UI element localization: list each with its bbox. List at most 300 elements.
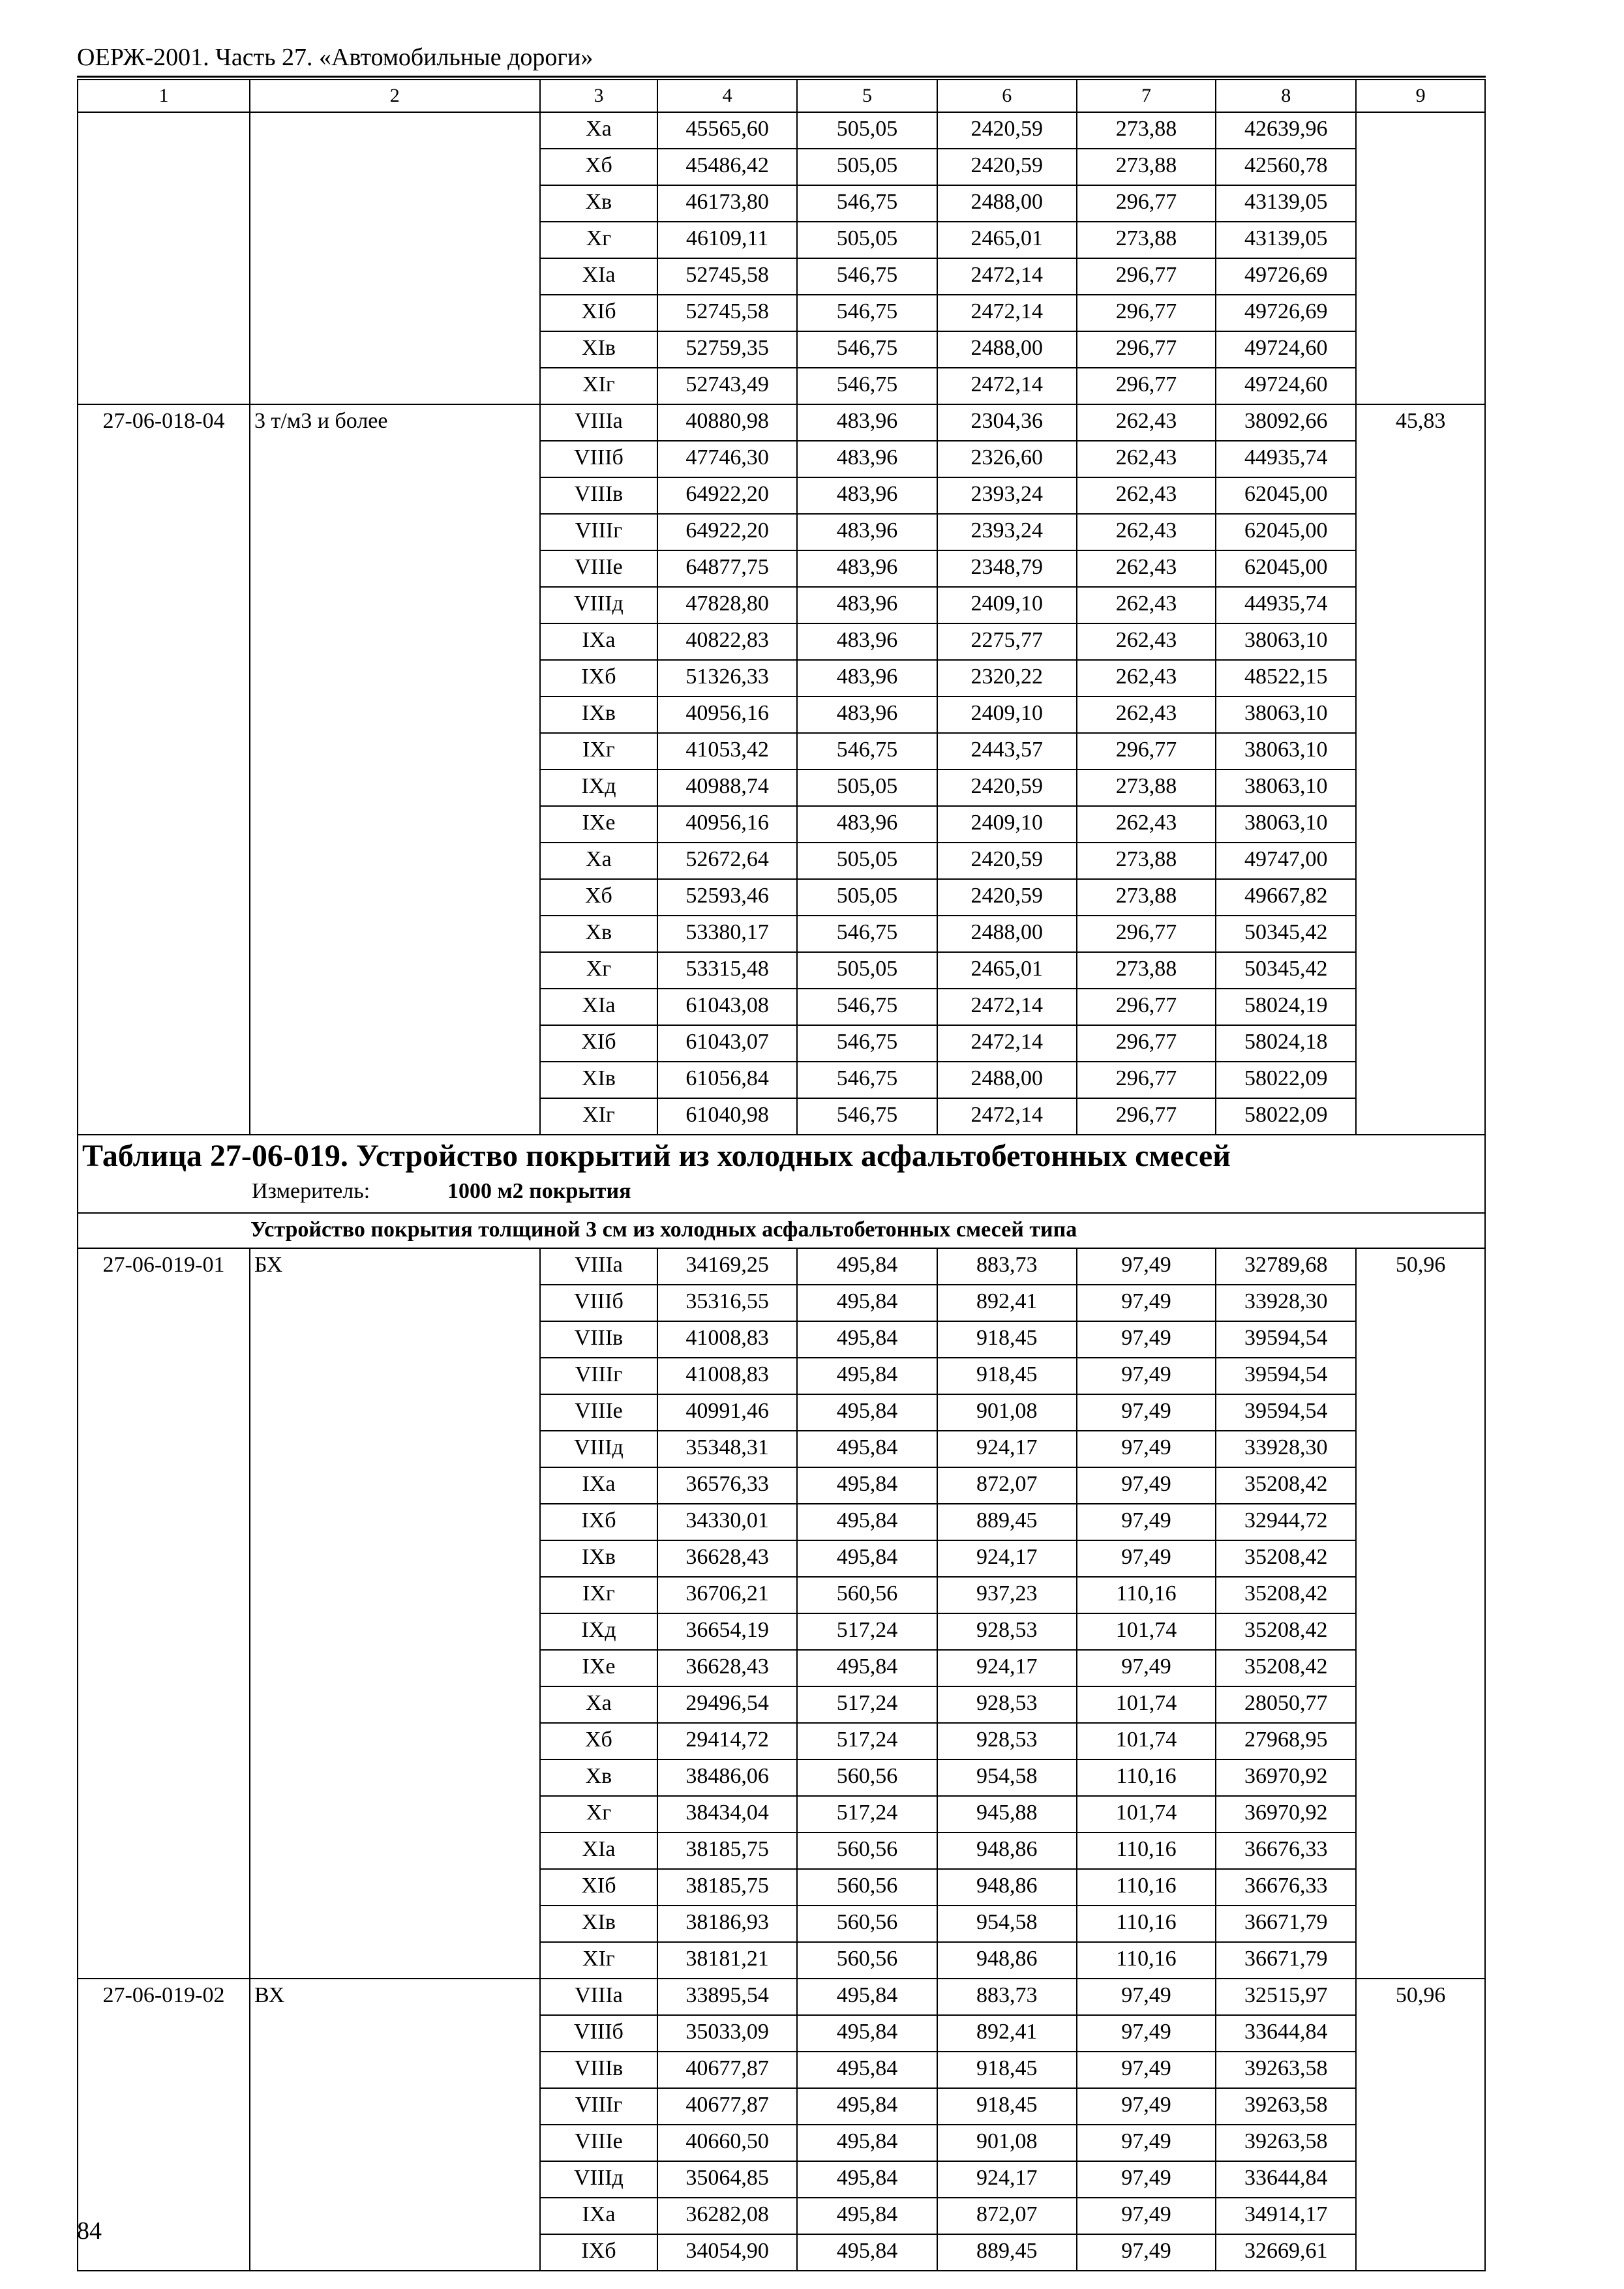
row-value: 40677,87 [657,2088,797,2125]
row-last-value [1356,770,1485,806]
measure-value: 1000 м2 покрытия [447,1179,631,1203]
row-value: 52593,46 [657,879,797,916]
row-code [78,1686,250,1723]
row-code [78,733,250,770]
row-name [250,1759,540,1796]
row-value: 483,96 [797,660,937,696]
row-value: 495,84 [797,1431,937,1467]
row-value: 2393,24 [937,514,1077,550]
row-value: 97,49 [1077,1285,1216,1321]
row-zone: VIIIг [540,1358,658,1394]
row-value: 36576,33 [657,1467,797,1504]
row-value: 97,49 [1077,1248,1216,1285]
table-row [78,368,1485,404]
row-zone: VIIIа [540,1248,658,1285]
row-value: 36628,43 [657,1650,797,1686]
row-value: 546,75 [797,989,937,1025]
row-code [78,2015,250,2052]
row-name [250,696,540,733]
row-name: БХ [250,1248,540,1285]
row-zone: VIIIб [540,2015,658,2052]
column-number: 6 [937,80,1077,112]
row-code [78,2161,250,2198]
row-value: 41008,83 [657,1321,797,1358]
row-value: 36970,92 [1216,1796,1356,1833]
row-value: 38181,21 [657,1942,797,1979]
row-code [78,1650,250,1686]
row-zone: IXб [540,660,658,696]
measure-line [82,1177,1481,1206]
row-zone: IXд [540,770,658,806]
row-value: 483,96 [797,696,937,733]
row-value: 38063,10 [1216,806,1356,843]
row-value: 62045,00 [1216,550,1356,587]
row-last-value [1356,295,1485,331]
row-name [250,222,540,258]
row-value: 2409,10 [937,696,1077,733]
row-value: 924,17 [937,2161,1077,2198]
row-value: 53315,48 [657,952,797,989]
row-zone: IXг [540,733,658,770]
row-last-value [1356,843,1485,879]
row-zone: XIб [540,295,658,331]
row-code [78,843,250,879]
row-last-value [1356,1906,1485,1942]
row-value: 36676,33 [1216,1869,1356,1906]
row-code [78,2052,250,2088]
row-zone: IXе [540,806,658,843]
row-last-value [1356,441,1485,477]
row-value: 483,96 [797,587,937,623]
row-last-value [1356,952,1485,989]
row-name [250,1613,540,1650]
row-code [78,331,250,368]
row-value: 45565,60 [657,112,797,149]
row-value: 97,49 [1077,2088,1216,2125]
row-value: 2275,77 [937,623,1077,660]
row-last-value [1356,733,1485,770]
row-value: 560,56 [797,1833,937,1869]
row-last-value [1356,514,1485,550]
row-zone: Xб [540,879,658,916]
row-value: 47746,30 [657,441,797,477]
row-value: 495,84 [797,2198,937,2234]
row-value: 2420,59 [937,843,1077,879]
row-value: 262,43 [1077,477,1216,514]
row-zone: XIа [540,989,658,1025]
row-value: 43139,05 [1216,185,1356,222]
row-value: 2472,14 [937,1098,1077,1135]
row-name [250,1833,540,1869]
row-zone: IXе [540,1650,658,1686]
row-value: 2393,24 [937,477,1077,514]
row-code [78,2088,250,2125]
row-name [250,149,540,185]
row-value: 546,75 [797,258,937,295]
table-row [78,222,1485,258]
row-value: 273,88 [1077,879,1216,916]
row-value: 32944,72 [1216,1504,1356,1540]
row-zone: IXб [540,2234,658,2271]
table-row [78,1540,1485,1577]
row-value: 924,17 [937,1650,1077,1686]
row-name [250,2234,540,2271]
row-last-value [1356,696,1485,733]
table-row [78,1062,1485,1098]
row-value: 918,45 [937,1321,1077,1358]
row-value: 64922,20 [657,514,797,550]
table-row [78,1577,1485,1613]
row-value: 43139,05 [1216,222,1356,258]
row-value: 505,05 [797,149,937,185]
row-name [250,185,540,222]
table-row [78,843,1485,879]
page-number: 84 [77,2217,102,2245]
row-code [78,806,250,843]
row-value: 46173,80 [657,185,797,222]
row-code [78,1098,250,1135]
row-value: 97,49 [1077,2198,1216,2234]
row-value: 262,43 [1077,404,1216,441]
row-name [250,514,540,550]
row-last-value [1356,989,1485,1025]
table-row [78,2234,1485,2271]
row-value: 495,84 [797,2088,937,2125]
row-value: 2488,00 [937,916,1077,952]
row-zone: IXа [540,623,658,660]
row-value: 52745,58 [657,295,797,331]
row-value: 495,84 [797,1394,937,1431]
row-name [250,2015,540,2052]
table-row [78,514,1485,550]
row-code [78,1467,250,1504]
row-value: 296,77 [1077,368,1216,404]
row-value: 58024,19 [1216,989,1356,1025]
row-value: 52743,49 [657,368,797,404]
row-value: 560,56 [797,1906,937,1942]
row-value: 517,24 [797,1686,937,1723]
row-value: 38186,93 [657,1906,797,1942]
row-name: ВХ [250,1979,540,2015]
row-zone: Xг [540,222,658,258]
row-code [78,770,250,806]
row-last-value [1356,2088,1485,2125]
row-value: 58024,18 [1216,1025,1356,1062]
row-zone: VIIIг [540,2088,658,2125]
row-value: 495,84 [797,1321,937,1358]
row-last-value [1356,550,1485,587]
row-value: 296,77 [1077,733,1216,770]
row-value: 64922,20 [657,477,797,514]
table-row [78,733,1485,770]
row-zone: VIIIв [540,2052,658,2088]
row-name [250,843,540,879]
row-value: 273,88 [1077,149,1216,185]
row-value: 2465,01 [937,222,1077,258]
row-zone: XIа [540,1833,658,1869]
table-row [78,404,1485,441]
table-row [78,1394,1485,1431]
table-row [78,1358,1485,1394]
row-name [250,441,540,477]
row-value: 58022,09 [1216,1062,1356,1098]
table-row [78,989,1485,1025]
table-row [78,2015,1485,2052]
measure-label: Измеритель: [252,1179,370,1203]
table-row [78,149,1485,185]
table-row [78,623,1485,660]
row-value: 110,16 [1077,1833,1216,1869]
row-value: 97,49 [1077,2125,1216,2161]
row-value: 49724,60 [1216,331,1356,368]
row-value: 495,84 [797,1540,937,1577]
row-name [250,295,540,331]
table-row [78,1796,1485,1833]
row-value: 33644,84 [1216,2161,1356,2198]
row-value: 505,05 [797,222,937,258]
row-zone: VIIIд [540,1431,658,1467]
row-value: 38063,10 [1216,696,1356,733]
row-value: 2472,14 [937,368,1077,404]
row-last-value [1356,1723,1485,1759]
row-value: 49724,60 [1216,368,1356,404]
row-value: 2326,60 [937,441,1077,477]
table-row [78,1723,1485,1759]
row-value: 38434,04 [657,1796,797,1833]
row-last-value [1356,2052,1485,2088]
row-name [250,1504,540,1540]
row-last-value [1356,1358,1485,1394]
row-name [250,331,540,368]
header-rule-thick [77,76,1486,78]
row-value: 296,77 [1077,916,1216,952]
row-value: 40956,16 [657,806,797,843]
table-row [78,696,1485,733]
row-value: 296,77 [1077,331,1216,368]
row-zone: VIIIг [540,514,658,550]
row-code [78,1431,250,1467]
row-value: 937,23 [937,1577,1077,1613]
row-value: 44935,74 [1216,587,1356,623]
row-value: 36654,19 [657,1613,797,1650]
row-name [250,733,540,770]
row-value: 546,75 [797,733,937,770]
row-value: 34330,01 [657,1504,797,1540]
row-name [250,1942,540,1979]
row-value: 52745,58 [657,258,797,295]
row-last-value: 50,96 [1356,1248,1485,1285]
row-value: 35033,09 [657,2015,797,2052]
row-value: 954,58 [937,1759,1077,1796]
row-last-value [1356,2125,1485,2161]
page-header [77,40,1486,74]
row-value: 262,43 [1077,696,1216,733]
row-value: 50345,42 [1216,952,1356,989]
row-value: 2320,22 [937,660,1077,696]
row-name [250,1025,540,1062]
row-value: 35064,85 [657,2161,797,2198]
row-value: 97,49 [1077,2052,1216,2088]
row-name [250,2052,540,2088]
row-value: 38063,10 [1216,623,1356,660]
row-value: 97,49 [1077,1504,1216,1540]
row-value: 560,56 [797,1869,937,1906]
row-last-value [1356,1467,1485,1504]
row-code [78,295,250,331]
row-zone: Xв [540,1759,658,1796]
row-value: 61040,98 [657,1098,797,1135]
row-zone: XIв [540,1062,658,1098]
row-value: 262,43 [1077,514,1216,550]
row-value: 296,77 [1077,1062,1216,1098]
row-code [78,477,250,514]
row-value: 40988,74 [657,770,797,806]
row-last-value [1356,1577,1485,1613]
row-last-value [1356,1062,1485,1098]
row-name [250,1650,540,1686]
row-code [78,916,250,952]
row-value: 2420,59 [937,149,1077,185]
row-value: 52759,35 [657,331,797,368]
row-code [78,1504,250,1540]
row-code [78,623,250,660]
row-name [250,2198,540,2234]
row-code [78,1577,250,1613]
row-zone: IXв [540,696,658,733]
row-value: 495,84 [797,1504,937,1540]
row-value: 36628,43 [657,1540,797,1577]
row-value: 97,49 [1077,1540,1216,1577]
row-name [250,1723,540,1759]
table-row [78,2088,1485,2125]
table-row [78,112,1485,149]
row-zone: VIIIд [540,2161,658,2198]
row-last-value [1356,1796,1485,1833]
row-name [250,477,540,514]
row-value: 2304,36 [937,404,1077,441]
row-value: 97,49 [1077,1979,1216,2015]
row-value: 58022,09 [1216,1098,1356,1135]
row-code [78,1796,250,1833]
row-value: 39594,54 [1216,1394,1356,1431]
row-code [78,1025,250,1062]
row-name [250,2088,540,2125]
row-value: 546,75 [797,185,937,222]
row-value: 901,08 [937,1394,1077,1431]
row-zone: VIIIд [540,587,658,623]
row-name [250,1796,540,1833]
row-code: 27-06-019-01 [78,1248,250,1285]
column-number: 7 [1077,80,1216,112]
table-row [78,770,1485,806]
row-value: 110,16 [1077,1906,1216,1942]
row-code [78,368,250,404]
row-value: 495,84 [797,1467,937,1504]
table-row [78,1650,1485,1686]
row-value: 954,58 [937,1906,1077,1942]
row-value: 546,75 [797,916,937,952]
row-value: 546,75 [797,295,937,331]
row-value: 38063,10 [1216,770,1356,806]
row-last-value [1356,623,1485,660]
row-value: 39594,54 [1216,1358,1356,1394]
row-value: 38092,66 [1216,404,1356,441]
row-value: 35208,42 [1216,1613,1356,1650]
row-name [250,1321,540,1358]
column-number: 3 [540,80,658,112]
row-value: 892,41 [937,2015,1077,2052]
row-value: 29496,54 [657,1686,797,1723]
row-value: 2472,14 [937,295,1077,331]
row-value: 483,96 [797,623,937,660]
row-value: 49747,00 [1216,843,1356,879]
row-value: 38185,75 [657,1833,797,1869]
row-name [250,368,540,404]
row-value: 33895,54 [657,1979,797,2015]
table-row [78,1613,1485,1650]
row-code [78,952,250,989]
table-row [78,2161,1485,2198]
row-value: 45486,42 [657,149,797,185]
table-row [78,1759,1485,1796]
row-code [78,112,250,149]
row-name [250,258,540,295]
row-zone: IXа [540,1467,658,1504]
row-code [78,1869,250,1906]
row-zone: IXб [540,1504,658,1540]
row-name [250,1358,540,1394]
row-value: 36671,79 [1216,1906,1356,1942]
row-value: 39263,58 [1216,2088,1356,2125]
row-value: 872,07 [937,1467,1077,1504]
row-code [78,1613,250,1650]
row-value: 50345,42 [1216,916,1356,952]
row-code [78,514,250,550]
row-value: 495,84 [797,1358,937,1394]
row-last-value [1356,1833,1485,1869]
table-row [78,587,1485,623]
document-title: ОЕРЖ-2001. Часть 27. «Автомобильные дороги» [77,44,594,71]
row-value: 39263,58 [1216,2052,1356,2088]
row-value: 505,05 [797,879,937,916]
row-zone: Xа [540,843,658,879]
row-last-value: 50,96 [1356,1979,1485,2015]
row-value: 61043,07 [657,1025,797,1062]
row-value: 918,45 [937,2088,1077,2125]
row-value: 889,45 [937,1504,1077,1540]
row-zone: XIв [540,1906,658,1942]
table-row [78,1467,1485,1504]
row-value: 2420,59 [937,879,1077,916]
row-value: 33644,84 [1216,2015,1356,2052]
row-code [78,258,250,295]
row-name [250,2125,540,2161]
row-zone: IXв [540,1540,658,1577]
row-value: 483,96 [797,550,937,587]
row-name [250,2161,540,2198]
table-row [78,1686,1485,1723]
row-code [78,222,250,258]
table-row [78,1906,1485,1942]
table-row [78,1833,1485,1869]
row-value: 35316,55 [657,1285,797,1321]
row-last-value [1356,1759,1485,1796]
row-value: 97,49 [1077,1394,1216,1431]
row-value: 2409,10 [937,806,1077,843]
column-number: 2 [250,80,540,112]
row-zone: Xв [540,185,658,222]
row-last-value [1356,660,1485,696]
